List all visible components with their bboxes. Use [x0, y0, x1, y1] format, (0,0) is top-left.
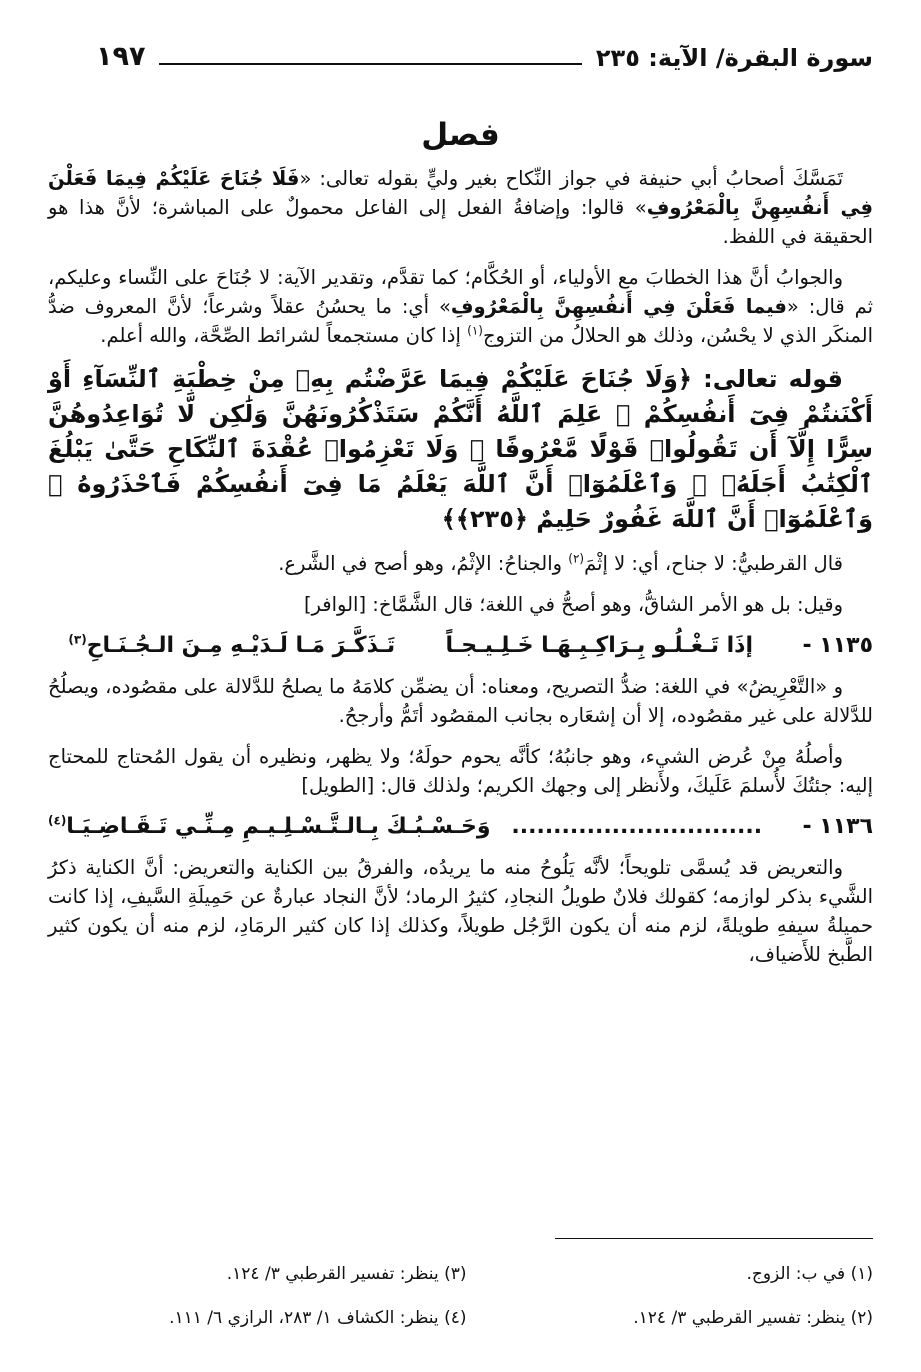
paragraph-text: والجوابُ أنَّ هذا الخطابَ مع الأولياء، أو الحُكَّام؛ كما تقدَّم، وتقدير الآية: لا جُنَاحَ على النِّساء وعليكم، ثم قال: «: [48, 266, 874, 318]
poem-number: ١١٣٦ -: [802, 814, 873, 839]
footnote-4: (٤) ينظر: الكشاف ١/ ٢٨٣، الرازي ٦/ ١١١.: [169, 1308, 467, 1328]
surah-title: سورة البقرة/ الآية: ٢٣٥: [595, 44, 873, 72]
poem-first-hemistich: إذَا تَـغْـلُـو بِـرَاكِـبِـهَـا خَـلِـيـجـاً: [445, 633, 753, 658]
footnote-ref: (٣): [68, 632, 87, 647]
footnote-ref: (٤): [48, 813, 67, 828]
quran-verse: وَلَا جُنَاحَ عَلَيْكُمْ فِيمَا عَرَّضْتُم بِهِۦ مِنْ خِطْبَةِ ٱلنِّسَآءِ أَوْ أَكْنَنتُمْ فِىٓ أَنفُسِكُمْ ۚ عَلِمَ ٱللَّهُ أَنَّكُمْ سَتَذْكُرُونَهُنَّ وَلَٰكِن لَّا تُوَاعِدُوهُنَّ سِرًّا إِلَّآ أَن تَقُولُوا۟ قَوْلًا مَّعْرُوفًا ۚ وَلَا تَعْزِمُوا۟ عُقْدَةَ ٱلنِّكَاحِ حَتَّىٰ يَبْلُغَ ٱلْكِتَٰبُ أَجَلَهُۥ ۚ وَٱعْلَمُوٓا۟ أَنَّ ٱللَّهَ يَعْلَمُ مَا فِىٓ أَنفُسِكُمْ فَٱحْذَرُوهُ ۚ وَٱعْلَمُوٓا۟ أَنَّ ٱللَّهَ غَفُورٌ حَلِيمٌ ﴿٢٣٥﴾: [48, 365, 873, 533]
poem-text: تَـذَكَّـرَ مَـا لَـدَيْـهِ مِـنَ الـجُـنَـاحِ: [86, 633, 396, 658]
footnote-row: [60, 1306, 873, 1330]
paragraph-3: [48, 549, 873, 578]
quran-quote: فيما فَعَلْنَ فِي أَنفُسِهِنَّ بِالْمَعْرُوفِ: [450, 295, 787, 318]
verse-intro: قوله تعالى: ﴿: [677, 365, 844, 393]
poem-second-hemistich: [48, 631, 416, 660]
footnote-row: [60, 1262, 873, 1286]
paragraph-7: والتعريض قد يُسمَّى تلويحاً؛ لأنَّه يَلُوحُ منه ما يريدُه، والفرقُ بين الكناية والتعريض: أنَّ الكناية ذكرُ الشَّيء بذكر لوازمه؛ كقولك فلانٌ طويلُ النجادِ، كثيرُ الرماد؛ لأنَّ النجاد عبارةٌ عن حَمِيلَةِ السَّيفِ، إذا كانت حميلةُ سيفهِ طويلةً، لزم منه أن يكون الرَّجُل طويلاً، وكذلك إذا كان كثير الرمَادِ، لزم منه أن يكون كثير الطَّبخ للأَضياف،: [48, 856, 873, 966]
verse-bracket: ﴾: [441, 505, 456, 533]
poem-verse-1135: [48, 631, 873, 660]
paragraph-text: » قالوا: وإضافةُ الفعل إلى الفاعل محمولٌ على المباشرة؛ لأنَّ هذا هو الحقيقة في اللفظ.: [48, 196, 873, 248]
header-rule: [159, 63, 581, 65]
footnote-ref: (١): [467, 323, 483, 338]
quran-verse-block: [48, 362, 873, 537]
footnote-2: (٢) ينظر: تفسير القرطبي ٣/ ١٢٤.: [633, 1308, 873, 1328]
footnote-1: (١) في ب: الزوج.: [746, 1264, 873, 1284]
footnotes: [60, 1262, 873, 1350]
poem-verse-1136: [48, 812, 873, 841]
running-header: [96, 36, 873, 72]
paragraph-text: قال القرطبيُّ: لا جناح، أي: لا إثْمَ: [584, 552, 843, 575]
page-number: ١٩٧: [96, 41, 146, 72]
poem-second-hemistich: [48, 812, 491, 841]
section-heading: فصل: [421, 117, 500, 153]
paragraph-2: [48, 263, 873, 350]
quran-quote: فَلَا جُنَاحَ عَلَيْكُمْ فِيمَا فَعَلْنَ فِي أَنفُسِهِنَّ بِالْمَعْرُوفِ: [48, 167, 874, 219]
footnote-ref: (٢): [568, 551, 585, 566]
footnote-3: (٣) ينظر: تفسير القرطبي ٣/ ١٢٤.: [226, 1264, 467, 1284]
paragraph-text: إذا كان مستجمعاً لشرائط الصِّحَّة، والله أعلم.: [100, 324, 468, 347]
paragraph-text: والجناحُ: الإثْمُ، وهو أصح في الشَّرع.: [278, 552, 569, 575]
paragraph-1: [48, 164, 873, 251]
paragraph-5: و «التَّعْرِيضُ» في اللغة: ضدُّ التصريح، ومعناه: أن يضمِّن كلامَهُ ما يصلحُ للدَّلالة على مقصُوده، ويصلُحُ للدَّلالة على غير مقصُوده، إلا أن إشعَاره بجانب المقصُود أتَمُّ وأرجحُ.: [48, 675, 873, 727]
paragraph-6: وأصلُهُ مِنْ عُرض الشيء، وهو جانبُهُ؛ كأنَّه يحوم حولَهُ؛ ولا يظهر، ونظيره أن يقول المُحتاج للمحتاج إليه: جئتُكَ لأُسلمَ عَلَيكَ، ولأَنظر إلى وجهك الكريم؛ ولذلك قال: [الطويل]: [48, 745, 873, 797]
paragraph-text: تَمَسَّكَ أصحابُ أبي حنيفة في جواز النِّكاح بغير وليٍّ بقوله تعالى: «: [299, 167, 843, 190]
poem-number: ١١٣٥ -: [802, 633, 873, 658]
poem-text: وَحَـسْـبُـكَ بِـالـتَّـسْـلِـيـمِ مِـنِّـي تَـقَـاضِـيَـا: [66, 814, 491, 839]
poem-first-hemistich: ..............................: [511, 814, 763, 839]
paragraph-text: » أي: ما يحسُنُ عقلاً وشرعاً؛ لأنَّ المعروف ضدُّ المنكَر الذي لا يحْسُن، وذلك هو الحلالُ من التزوج: [48, 295, 873, 347]
main-text: [48, 118, 873, 981]
paragraph-4: وقيل: بل هو الأمر الشاقُّ، وهو أصحُّ في اللغة؛ قال الشَّمَّاخ: [الوافر]: [303, 593, 843, 616]
footnote-divider: [555, 1238, 873, 1239]
